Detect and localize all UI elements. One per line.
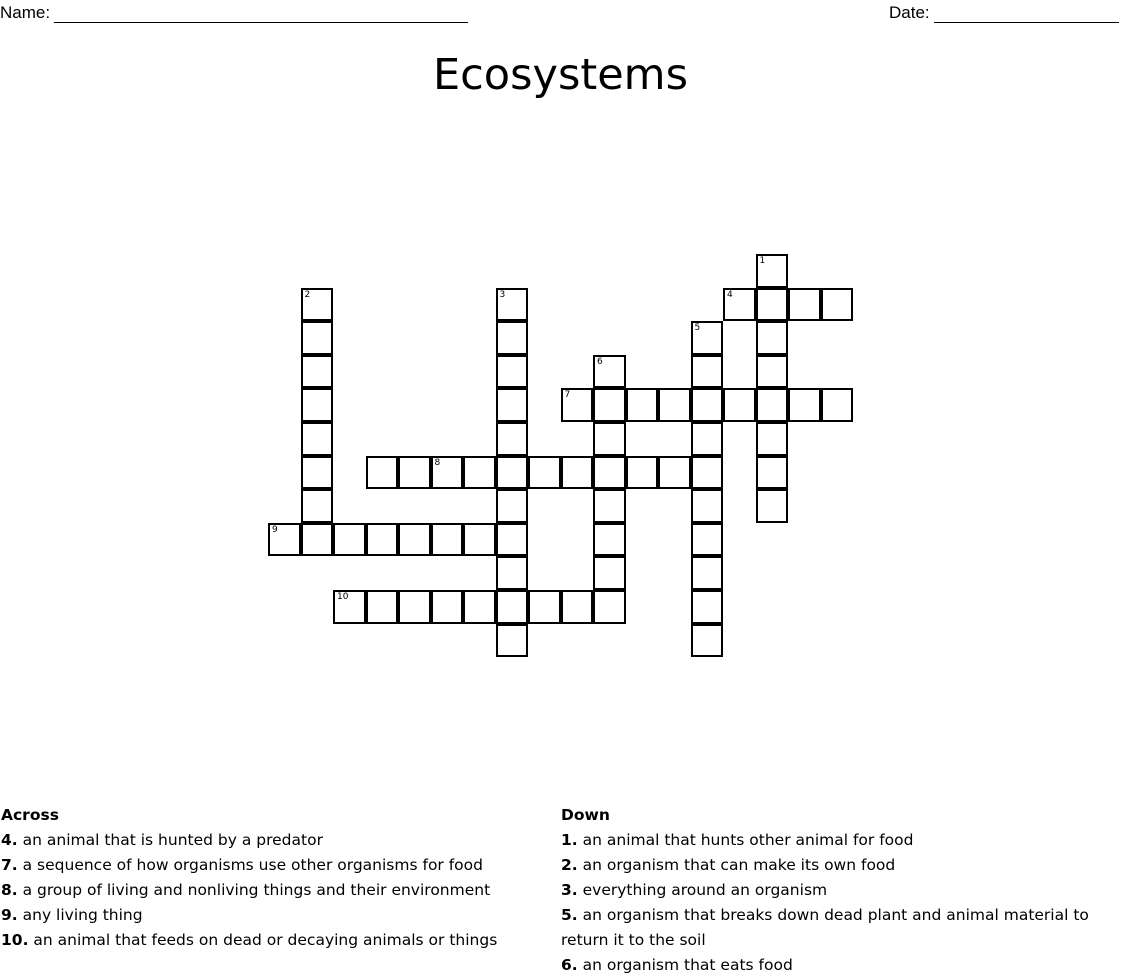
clue-text: an animal that hunts other animal for food xyxy=(582,831,914,849)
crossword-cell[interactable] xyxy=(268,523,301,557)
crossword-cell[interactable] xyxy=(528,456,561,490)
crossword-cell[interactable] xyxy=(496,556,529,590)
clue-text: an animal that feeds on dead or decaying animals or things xyxy=(33,931,498,949)
date-blank-line[interactable] xyxy=(934,6,1119,23)
clue-text: an animal that is hunted by a predator xyxy=(22,831,323,849)
clue-num: 7. xyxy=(1,856,18,874)
crossword-cell[interactable] xyxy=(593,355,626,389)
crossword-cell[interactable] xyxy=(496,489,529,523)
crossword-cell[interactable] xyxy=(528,590,561,624)
crossword-cell[interactable] xyxy=(691,590,724,624)
across-clue xyxy=(1,878,546,903)
down-clue xyxy=(561,853,1106,878)
crossword-cell[interactable] xyxy=(333,523,366,557)
crossword-cell[interactable] xyxy=(691,355,724,389)
crossword-cell[interactable] xyxy=(366,456,399,490)
clue-text: an organism that breaks down dead plant and animal material to return it to the soil xyxy=(561,906,1089,949)
crossword-cell[interactable] xyxy=(561,456,594,490)
page-title: Ecosystems xyxy=(433,50,688,100)
crossword-cell[interactable] xyxy=(398,523,431,557)
crossword-cell[interactable] xyxy=(333,590,366,624)
crossword-cell[interactable] xyxy=(593,388,626,422)
crossword-cell[interactable] xyxy=(593,556,626,590)
crossword-cell[interactable] xyxy=(626,388,659,422)
down-clue xyxy=(561,878,1106,903)
crossword-cell[interactable] xyxy=(496,321,529,355)
crossword-cell[interactable] xyxy=(691,388,724,422)
clue-text: any living thing xyxy=(22,906,143,924)
clue-number: 9 xyxy=(272,524,278,535)
crossword-cell[interactable] xyxy=(691,556,724,590)
clue-num: 6. xyxy=(561,956,578,974)
crossword-cell[interactable] xyxy=(301,321,334,355)
across-clue xyxy=(1,903,546,928)
across-clue xyxy=(1,828,546,853)
clue-number: 4 xyxy=(727,289,733,300)
clue-number: 2 xyxy=(304,289,311,300)
crossword-cell[interactable] xyxy=(301,456,334,490)
name-field[interactable] xyxy=(0,3,468,23)
crossword-cell[interactable] xyxy=(561,590,594,624)
crossword-cell[interactable] xyxy=(301,355,334,389)
crossword-cell[interactable] xyxy=(691,523,724,557)
crossword-cell[interactable] xyxy=(496,355,529,389)
clue-number: 5 xyxy=(694,323,701,334)
crossword-cell[interactable] xyxy=(756,288,789,322)
crossword-cell[interactable] xyxy=(431,590,464,624)
across-heading: Across xyxy=(1,806,59,824)
crossword-cell[interactable] xyxy=(593,422,626,456)
crossword-cell[interactable] xyxy=(431,523,464,557)
down-clue xyxy=(561,903,1106,953)
down-heading: Down xyxy=(561,806,610,824)
crossword-cell[interactable] xyxy=(496,624,529,658)
crossword-cell[interactable] xyxy=(821,388,854,422)
crossword-cell[interactable] xyxy=(366,523,399,557)
clue-num: 3. xyxy=(561,881,578,899)
clue-num: 1. xyxy=(561,831,578,849)
clue-num: 5. xyxy=(561,906,578,924)
clue-text: a group of living and nonliving things and their environment xyxy=(22,881,491,899)
crossword-cell[interactable] xyxy=(691,422,724,456)
clue-text: an organism that can make its own food xyxy=(582,856,896,874)
crossword-cell[interactable] xyxy=(496,288,529,322)
crossword-cell[interactable] xyxy=(301,288,334,322)
crossword-cell[interactable] xyxy=(788,288,821,322)
crossword-cell[interactable] xyxy=(301,523,334,557)
crossword-cell[interactable] xyxy=(496,388,529,422)
crossword-cell[interactable] xyxy=(756,388,789,422)
crossword-cell[interactable] xyxy=(301,489,334,523)
crossword-cell[interactable] xyxy=(593,590,626,624)
crossword-cell[interactable] xyxy=(366,590,399,624)
clue-number: 8 xyxy=(434,457,441,468)
across-clues xyxy=(1,803,546,953)
crossword-cell[interactable] xyxy=(463,456,496,490)
crossword-cell[interactable] xyxy=(756,355,789,389)
crossword-cell[interactable] xyxy=(398,456,431,490)
crossword-cell[interactable] xyxy=(496,523,529,557)
crossword-cell[interactable] xyxy=(788,388,821,422)
clue-number: 1 xyxy=(759,256,766,266)
crossword-cell[interactable] xyxy=(463,590,496,624)
crossword-cell[interactable] xyxy=(691,489,724,523)
clue-text: an organism that eats food xyxy=(582,956,793,974)
crossword-cell[interactable] xyxy=(593,489,626,523)
crossword-cell[interactable] xyxy=(723,288,756,322)
crossword-cell[interactable] xyxy=(691,321,724,355)
crossword-cell[interactable] xyxy=(691,456,724,490)
crossword-cell[interactable] xyxy=(301,422,334,456)
crossword-cell[interactable] xyxy=(658,388,691,422)
crossword-cell[interactable] xyxy=(756,254,789,288)
crossword-cell[interactable] xyxy=(756,456,789,490)
crossword-cell[interactable] xyxy=(431,456,464,490)
crossword-cell[interactable] xyxy=(593,456,626,490)
crossword-cell[interactable] xyxy=(561,388,594,422)
crossword-cell[interactable] xyxy=(658,456,691,490)
clue-text: everything around an organism xyxy=(582,881,828,899)
clue-text: a sequence of how organisms use other organisms for food xyxy=(22,856,483,874)
clue-num: 9. xyxy=(1,906,18,924)
clue-num: 8. xyxy=(1,881,18,899)
crossword-cell[interactable] xyxy=(463,523,496,557)
clue-number: 10 xyxy=(337,592,349,602)
crossword-cell[interactable] xyxy=(496,456,529,490)
down-clue xyxy=(561,828,1106,853)
down-clue-list xyxy=(561,828,1106,978)
crossword-cell[interactable] xyxy=(301,388,334,422)
clue-num: 10. xyxy=(1,931,29,949)
crossword-cell[interactable] xyxy=(723,388,756,422)
crossword-cell[interactable] xyxy=(691,624,724,658)
crossword-cell[interactable] xyxy=(593,523,626,557)
down-clue xyxy=(561,953,1106,978)
crossword-cell[interactable] xyxy=(496,422,529,456)
down-clues xyxy=(561,803,1106,978)
clue-number: 7 xyxy=(564,390,571,401)
across-clue xyxy=(1,928,546,953)
crossword-cell[interactable] xyxy=(398,590,431,624)
name-label: Name: xyxy=(0,3,51,22)
across-clue xyxy=(1,853,546,878)
crossword-cell[interactable] xyxy=(756,321,789,355)
crossword-cell[interactable] xyxy=(756,422,789,456)
name-blank-line[interactable] xyxy=(54,6,468,23)
crossword-cell[interactable] xyxy=(496,590,529,624)
across-clue-list xyxy=(1,828,546,953)
clue-number: 3 xyxy=(499,289,506,300)
crossword-cell[interactable] xyxy=(626,456,659,490)
date-field[interactable] xyxy=(889,3,1119,23)
clue-num: 4. xyxy=(1,831,18,849)
date-label: Date: xyxy=(889,3,930,22)
clue-num: 2. xyxy=(561,856,578,874)
crossword-cell[interactable] xyxy=(821,288,854,322)
clue-number: 6 xyxy=(597,356,603,367)
crossword-cell[interactable] xyxy=(756,489,789,523)
